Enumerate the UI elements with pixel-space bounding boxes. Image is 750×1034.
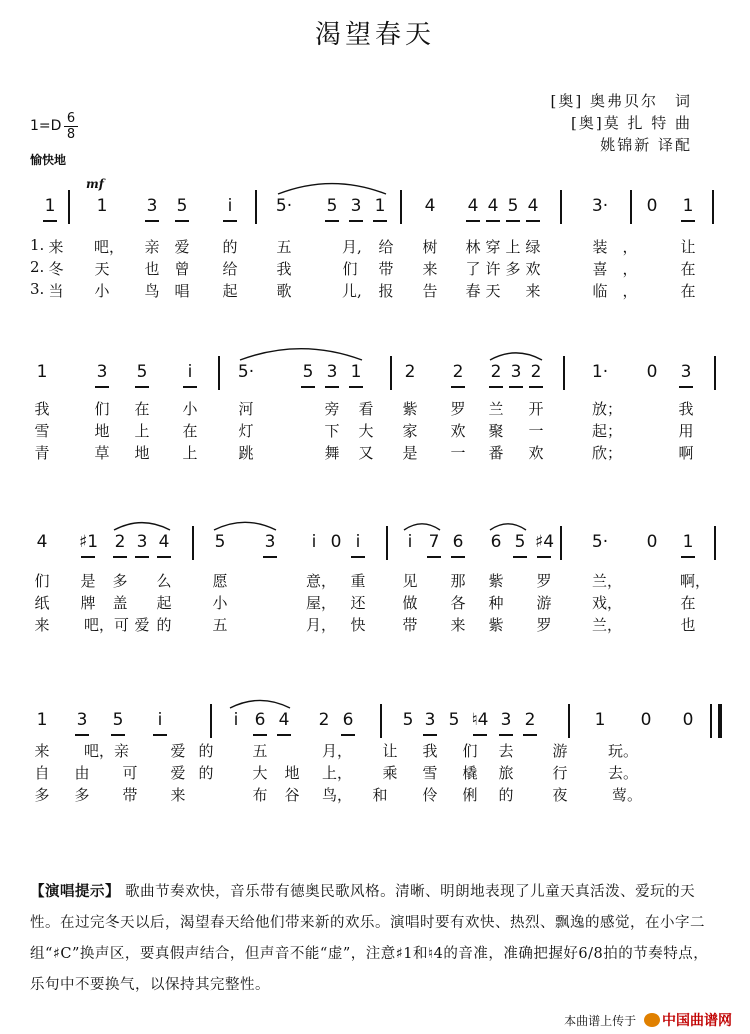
performance-tip-label: 【演唱提示】 [30, 883, 120, 900]
note: 0 [646, 196, 658, 216]
dynamic-marking: mf [86, 177, 104, 191]
lyric-word: 雪 [34, 422, 50, 440]
lyric-word: 盖 [112, 594, 128, 612]
note: 6 [254, 710, 266, 730]
lyric-word: 玩。 [608, 742, 639, 760]
lyric-word: 纸 [34, 594, 50, 612]
lyric-word: 行 [552, 764, 568, 782]
lyric-word: 罗 [536, 616, 552, 634]
lyric-word: 也 [144, 260, 160, 278]
lyric-word: 旅 [498, 764, 514, 782]
lyric-word: 橇 [462, 764, 478, 782]
lyric-word: 林 [465, 238, 481, 256]
note: 5· [275, 196, 293, 216]
performance-tip [30, 876, 722, 1001]
lyric-word: 大 [252, 764, 268, 782]
lyric-word: 一 [528, 422, 544, 440]
lyric-word: 上 [182, 444, 198, 462]
slur [490, 353, 542, 360]
note: 1 [682, 196, 694, 216]
lyric-word: ， [622, 260, 638, 278]
verse-number: 3. [30, 280, 45, 298]
lyric-word: 的 [198, 764, 214, 782]
note: 5· [591, 532, 609, 552]
lyric-word: 来 [525, 282, 541, 300]
lyric-word: 爱 [170, 764, 186, 782]
song-title: 渴望春天 [314, 20, 435, 50]
note: 3 [76, 710, 88, 730]
note: 1· [591, 362, 609, 382]
lyric-word: 我 [276, 260, 292, 278]
lyric-word: 鸟， [322, 786, 353, 804]
lyric-word: 来 [450, 616, 466, 634]
lyric-word: 鸟 [144, 282, 160, 300]
note: 1 [44, 196, 56, 216]
tempo-marking: 愉快地 [30, 153, 67, 167]
note: i [233, 710, 239, 730]
lyric-word: 喜 [592, 260, 608, 278]
note: 5 [448, 710, 460, 730]
note: i [227, 196, 233, 216]
lyric-word: 罗 [450, 400, 466, 418]
lyric-word: 多 [74, 786, 90, 804]
note: 4 [36, 532, 48, 552]
lyric-word: 青 [34, 444, 50, 462]
lyric-word: 来 [48, 238, 64, 256]
composer-credit: [奥]莫 扎 特 曲 [570, 114, 692, 132]
lyric-word: 舞 [324, 444, 340, 462]
lyric-word: 快 [350, 616, 366, 634]
lyric-word: 来 [34, 616, 50, 634]
lyric-word: 冬 [48, 260, 64, 278]
lyric-word: 吧，可 [84, 616, 130, 634]
lyric-word: 伶 [422, 786, 438, 804]
note: 4 [527, 196, 539, 216]
note: 3· [591, 196, 609, 216]
lyric-word: 们 [94, 400, 110, 418]
note: 5· [237, 362, 255, 382]
note: 6 [452, 532, 464, 552]
lyric-word: 又 [358, 444, 374, 462]
key-signature: 1=D [30, 118, 62, 134]
lyric-word: 装 [592, 238, 608, 256]
lyric-word: 谷 [284, 786, 300, 804]
note: 5 [302, 362, 314, 382]
lyric-word: 欣； [592, 444, 623, 462]
lyric-word: 在 [134, 400, 150, 418]
note: 3 [146, 196, 158, 216]
lyric-word: 儿, [342, 282, 362, 300]
lyric-word: 树 [422, 238, 438, 256]
time-signature-top: 6 [66, 111, 76, 126]
verse-number: 1. [30, 236, 45, 254]
note: 2 [490, 362, 502, 382]
note: 0 [330, 532, 342, 552]
lyric-word: 放； [592, 400, 623, 418]
note: 0 [646, 532, 658, 552]
lyric-word: 许 [485, 260, 501, 278]
note: 3 [510, 362, 522, 382]
lyric-word: 让 [680, 238, 696, 256]
lyric-word: 乘 [382, 764, 398, 782]
lyric-word: 小 [212, 594, 228, 612]
lyric-word: 告 [422, 282, 438, 300]
site-name: 中国曲谱网 [662, 1013, 732, 1029]
note: ♯1 [79, 532, 99, 552]
lyric-word: 还 [350, 594, 366, 612]
lyric-word: 上， [322, 764, 353, 782]
site-logo [644, 1010, 732, 1030]
note: ♮4 [471, 710, 489, 730]
lyric-word: 番 [488, 444, 504, 462]
slur [240, 349, 362, 360]
lyric-word: 们 [342, 260, 358, 278]
note: 5 [326, 196, 338, 216]
note: 3 [264, 532, 276, 552]
note: 2 [318, 710, 330, 730]
lyric-word: 河 [238, 400, 254, 418]
note: 4 [278, 710, 290, 730]
lyric-word: 地 [284, 764, 300, 782]
logo-icon [644, 1013, 660, 1027]
lyric-word: 戏， [592, 594, 623, 612]
lyric-word: 天 [485, 282, 501, 300]
lyric-word: 月， [322, 742, 353, 760]
note: i [187, 362, 193, 382]
lyric-word: 在 [680, 594, 696, 612]
note: 7 [428, 532, 440, 552]
lyric-word: 下 [324, 422, 340, 440]
lyric-word: 我 [34, 400, 50, 418]
lyric-word: 临 [592, 282, 608, 300]
lyric-word: 多 [34, 786, 50, 804]
note: 2 [404, 362, 416, 382]
lyric-word: 爱 [170, 742, 186, 760]
lyric-word: 去 [498, 742, 514, 760]
lyric-word: 月， [306, 616, 337, 634]
lyric-word: 来 [170, 786, 186, 804]
lyric-word: 报 [378, 282, 394, 300]
note: 5 [176, 196, 188, 216]
slur [214, 522, 276, 530]
note: 1 [96, 196, 108, 216]
note: 3 [424, 710, 436, 730]
lyric-word: 欢 [450, 422, 466, 440]
lyric-word: 在 [182, 422, 198, 440]
translator-credit: 姚锦新 译配 [600, 136, 692, 154]
note: 6 [342, 710, 354, 730]
lyric-word: 五 [212, 616, 228, 634]
lyric-word: 是 [80, 572, 96, 590]
note: 6 [490, 532, 502, 552]
note: 1 [594, 710, 606, 730]
lyric-word: 吧，亲 [84, 742, 130, 760]
note: 5 [214, 532, 226, 552]
slur [230, 700, 290, 708]
lyric-word: 做 [402, 594, 418, 612]
lyric-word: 是 [402, 444, 418, 462]
footer-text: 本曲谱上传于 [564, 1014, 637, 1028]
lyric-word: 穿 [485, 238, 501, 256]
lyric-word: 草 [94, 444, 110, 462]
lyric-word: 爱 [174, 238, 190, 256]
note: 4 [424, 196, 436, 216]
lyric-word: 啊 [678, 444, 694, 462]
lyric-word: 去。 [608, 764, 639, 782]
lyric-word: 罗 [536, 572, 552, 590]
lyric-word: 可 [122, 764, 138, 782]
lyric-word: 紫 [488, 572, 504, 590]
lyric-word: 给 [222, 260, 238, 278]
lyric-word: 灯 [238, 422, 254, 440]
lyric-word: 和 [372, 786, 388, 804]
lyric-word: 自 [34, 764, 50, 782]
note: 0 [682, 710, 694, 730]
lyric-word: 游 [552, 742, 568, 760]
lyric-word: 用 [678, 422, 694, 440]
lyric-word: ， [622, 238, 638, 256]
lyric-word: 爱 [134, 616, 150, 634]
lyric-word: 兰， [592, 572, 623, 590]
note: 1 [36, 710, 48, 730]
lyric-word: 夜 [552, 786, 568, 804]
lyric-word: 地 [134, 444, 150, 462]
lyric-word: 起 [156, 594, 172, 612]
lyric-word: 在 [680, 260, 696, 278]
note: i [311, 532, 317, 552]
note: 1 [36, 362, 48, 382]
lyric-word: 我 [422, 742, 438, 760]
lyric-word: 天 [94, 260, 110, 278]
lyric-word: 紫 [488, 616, 504, 634]
lyric-word: 多 [505, 260, 521, 278]
note: 3 [500, 710, 512, 730]
lyric-word: 让 [382, 742, 398, 760]
verse-number: 2. [30, 258, 45, 276]
lyric-word: 么 [156, 572, 172, 590]
lyric-word: ， [622, 282, 638, 300]
slur [490, 524, 526, 530]
lyric-word: 跳 [238, 444, 254, 462]
lyric-word: 家 [402, 422, 418, 440]
note: 0 [646, 362, 658, 382]
slur [278, 184, 386, 194]
lyric-word: 旁 [324, 400, 340, 418]
lyric-word: 啊， [680, 572, 711, 590]
note: 4 [467, 196, 479, 216]
note: 5 [402, 710, 414, 730]
lyric-word: 了 [465, 260, 481, 278]
slur [114, 523, 170, 530]
lyric-word: 那 [450, 572, 466, 590]
lyric-word: 亲 [144, 238, 160, 256]
lyric-word: 绿 [525, 238, 541, 256]
lyric-word: 重 [350, 572, 366, 590]
lyric-word: 在 [680, 282, 696, 300]
lyric-word: 紫 [402, 400, 418, 418]
lyric-word: 欢 [525, 260, 541, 278]
time-signature-bottom: 8 [66, 127, 76, 142]
lyric-word: 一 [450, 444, 466, 462]
lyric-word: 也 [680, 616, 696, 634]
note: 3 [350, 196, 362, 216]
lyric-word: 小 [182, 400, 198, 418]
note: 2 [114, 532, 126, 552]
lyric-word: 看 [358, 400, 374, 418]
lyric-word: 多 [112, 572, 128, 590]
note: 5 [514, 532, 526, 552]
lyric-word: 开 [528, 400, 544, 418]
lyric-word: 的 [498, 786, 514, 804]
note: 3 [680, 362, 692, 382]
performance-tip-text: 歌曲节奏欢快，音乐带有德奥民歌风格。清晰、明朗地表现了儿童天真活泼、爱玩的天性。在过完冬天以后，渴望春天给他们带来新的欢乐。演唱时要有欢快、热烈、飘逸的感觉，在小字二组“♯C”换声区，要真假声结合，但声音不能“虚”，注意♯1和♮4的音准，准确把握好6/8拍的节奏特点，乐句中不要换气，以保持其完整性。 [30, 884, 709, 993]
lyric-word: 的 [156, 616, 172, 634]
lyric-word: 曾 [174, 260, 190, 278]
lyric-word: 们 [462, 742, 478, 760]
note: 4 [158, 532, 170, 552]
lyric-word: 兰， [592, 616, 623, 634]
note: 5 [112, 710, 124, 730]
lyric-word: 见 [402, 572, 418, 590]
note: 1 [682, 532, 694, 552]
slur [404, 524, 440, 530]
lyricist-credit: [奥] 奥弗贝尔 词 [550, 92, 692, 110]
note: 2 [524, 710, 536, 730]
lyric-word: 莺。 [612, 786, 643, 804]
lyric-word: 欢 [528, 444, 544, 462]
note: 5 [136, 362, 148, 382]
lyric-word: 起； [592, 422, 623, 440]
lyric-word: 上 [134, 422, 150, 440]
note: 3 [326, 362, 338, 382]
lyric-word: 牌 [80, 594, 96, 612]
lyric-word: 的 [222, 238, 238, 256]
footer [564, 1010, 732, 1030]
note: 1 [374, 196, 386, 216]
lyric-word: 意， [306, 572, 337, 590]
note: 2 [530, 362, 542, 382]
note: i [157, 710, 163, 730]
lyric-word: 上 [505, 238, 521, 256]
lyric-word: 给 [378, 238, 394, 256]
lyric-word: 来 [34, 742, 50, 760]
lyric-word: 俐 [462, 786, 478, 804]
note: 2 [452, 362, 464, 382]
lyric-word: 来 [422, 260, 438, 278]
lyric-word: 们 [34, 572, 50, 590]
note: i [407, 532, 413, 552]
lyric-word: 屋， [306, 594, 337, 612]
lyric-word: 小 [94, 282, 110, 300]
note: 0 [640, 710, 652, 730]
lyric-word: 起 [222, 282, 238, 300]
lyric-word: 兰 [488, 400, 504, 418]
lyric-word: 歌 [276, 282, 292, 300]
lyric-word: 当 [48, 282, 64, 300]
lyric-word: 由 [74, 764, 90, 782]
note: i [355, 532, 361, 552]
lyric-word: 布 [252, 786, 268, 804]
lyric-word: 带 [402, 616, 418, 634]
note: 4 [487, 196, 499, 216]
note: 1 [350, 362, 362, 382]
note: 3 [96, 362, 108, 382]
lyric-word: 地 [94, 422, 110, 440]
lyric-word: 带 [378, 260, 394, 278]
lyric-word: 带 [122, 786, 138, 804]
lyric-word: 大 [358, 422, 374, 440]
lyric-word: 愿 [212, 572, 228, 590]
note: ♯4 [535, 532, 555, 552]
lyric-word: 的 [198, 742, 214, 760]
lyric-word: 雪 [422, 764, 438, 782]
lyric-word: 聚 [488, 422, 504, 440]
lyric-word: 五 [252, 742, 268, 760]
lyric-word: 吧， [94, 238, 125, 256]
lyric-word: 月, [342, 238, 362, 256]
note: 3 [136, 532, 148, 552]
lyric-word: 五 [276, 238, 292, 256]
lyric-word: 游 [536, 594, 552, 612]
lyric-word: 唱 [174, 282, 190, 300]
lyric-word: 春 [465, 282, 481, 300]
lyric-word: 种 [488, 594, 504, 612]
note: 5 [507, 196, 519, 216]
lyric-word: 各 [450, 594, 466, 612]
lyric-word: 我 [678, 400, 694, 418]
